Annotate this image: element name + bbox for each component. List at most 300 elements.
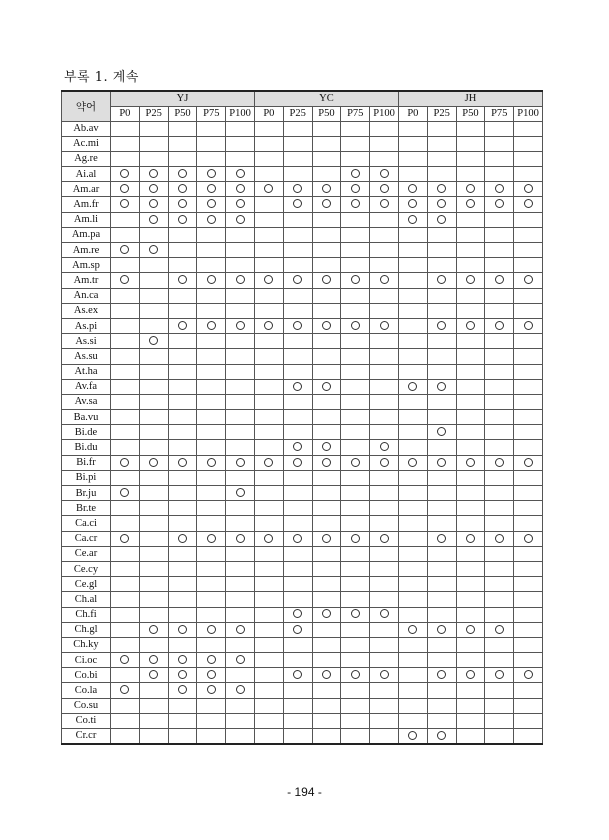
table-cell (398, 425, 427, 440)
table-cell (485, 410, 514, 425)
table-cell (111, 683, 140, 698)
table-cell (341, 379, 370, 394)
table-cell (427, 303, 456, 318)
table-cell (514, 470, 543, 485)
row-abbreviation: Ag.re (62, 151, 111, 166)
circle-mark-icon (466, 321, 475, 330)
row-abbreviation: Co.ti (62, 713, 111, 728)
circle-mark-icon (149, 625, 158, 634)
circle-mark-icon (149, 336, 158, 345)
table-cell (254, 501, 283, 516)
table-cell (456, 364, 485, 379)
table-row (62, 653, 543, 668)
circle-mark-icon (351, 184, 360, 193)
table-cell (312, 501, 341, 516)
table-cell (514, 334, 543, 349)
table-cell (254, 334, 283, 349)
table-cell (283, 394, 312, 409)
table-cell (341, 364, 370, 379)
table-cell (111, 713, 140, 728)
table-cell (197, 577, 226, 592)
table-cell (427, 486, 456, 501)
circle-mark-icon (466, 275, 475, 284)
table-cell (111, 318, 140, 333)
circle-mark-icon (178, 655, 187, 664)
table-cell (226, 121, 255, 136)
table-cell (398, 607, 427, 622)
circle-mark-icon (351, 275, 360, 284)
row-abbreviation: Br.te (62, 501, 111, 516)
table-cell (427, 713, 456, 728)
table-cell (168, 592, 197, 607)
table-cell (514, 167, 543, 182)
page-heading: 부록 1. 계속 (64, 70, 139, 85)
table-cell (312, 364, 341, 379)
row-abbreviation: Ca.cr (62, 531, 111, 546)
table-cell (197, 258, 226, 273)
table-cell (197, 425, 226, 440)
circle-mark-icon (120, 275, 129, 284)
circle-mark-icon (466, 625, 475, 634)
table-cell (398, 653, 427, 668)
table-cell (456, 318, 485, 333)
table-cell (139, 546, 168, 561)
table-cell (456, 683, 485, 698)
table-cell (283, 136, 312, 151)
table-cell (168, 531, 197, 546)
circle-mark-icon (207, 685, 216, 694)
table-cell (312, 637, 341, 652)
table-cell (197, 182, 226, 197)
circle-mark-icon (437, 199, 446, 208)
table-cell (254, 136, 283, 151)
table-row (62, 637, 543, 652)
row-abbreviation: As.pi (62, 318, 111, 333)
table-cell (485, 729, 514, 744)
table-cell (254, 243, 283, 258)
table-cell (197, 653, 226, 668)
table-cell (427, 470, 456, 485)
table-cell (197, 273, 226, 288)
row-abbreviation: As.si (62, 334, 111, 349)
row-abbreviation: Am.fr (62, 197, 111, 212)
table-cell (341, 531, 370, 546)
table-cell (341, 258, 370, 273)
circle-mark-icon (351, 609, 360, 618)
table-cell (312, 334, 341, 349)
table-cell (312, 394, 341, 409)
table-cell (226, 486, 255, 501)
table-cell (226, 607, 255, 622)
table-cell (168, 516, 197, 531)
table-cell (398, 334, 427, 349)
table-cell (139, 410, 168, 425)
row-abbreviation: Am.sp (62, 258, 111, 273)
table-cell (398, 470, 427, 485)
table-cell (111, 440, 140, 455)
table-cell (456, 713, 485, 728)
table-cell (226, 470, 255, 485)
table-cell (341, 410, 370, 425)
table-cell (341, 212, 370, 227)
circle-mark-icon (178, 169, 187, 178)
table-cell (226, 440, 255, 455)
table-cell (341, 577, 370, 592)
table-row (62, 303, 543, 318)
table-cell (456, 729, 485, 744)
table-cell (197, 561, 226, 576)
subcolumn-header-yc-p75: P75 (341, 106, 370, 121)
table-row (62, 410, 543, 425)
table-cell (485, 683, 514, 698)
table-cell (370, 653, 399, 668)
circle-mark-icon (351, 199, 360, 208)
table-cell (226, 501, 255, 516)
table-row (62, 258, 543, 273)
circle-mark-icon (322, 321, 331, 330)
table-cell (341, 318, 370, 333)
table-cell (312, 379, 341, 394)
table-cell (341, 440, 370, 455)
table-row (62, 334, 543, 349)
table-row (62, 501, 543, 516)
circle-mark-icon (495, 321, 504, 330)
table-cell (341, 425, 370, 440)
table-cell (398, 455, 427, 470)
table-cell (312, 516, 341, 531)
table-cell (254, 425, 283, 440)
table-cell (254, 410, 283, 425)
table-cell (312, 243, 341, 258)
table-row (62, 592, 543, 607)
table-cell (254, 197, 283, 212)
table-cell (398, 394, 427, 409)
table-cell (111, 653, 140, 668)
table-cell (312, 577, 341, 592)
table-cell (370, 334, 399, 349)
table-cell (254, 258, 283, 273)
table-cell (312, 607, 341, 622)
table-cell (427, 516, 456, 531)
table-cell (398, 121, 427, 136)
table-cell (139, 425, 168, 440)
table-cell (139, 653, 168, 668)
table-cell (341, 167, 370, 182)
circle-mark-icon (178, 458, 187, 467)
table-cell (398, 668, 427, 683)
row-abbreviation: Av.fa (62, 379, 111, 394)
table-cell (139, 212, 168, 227)
table-cell (456, 410, 485, 425)
table-row (62, 318, 543, 333)
table-cell (197, 698, 226, 713)
table-cell (139, 167, 168, 182)
row-abbreviation: Am.pa (62, 227, 111, 242)
table-cell (514, 486, 543, 501)
circle-mark-icon (380, 670, 389, 679)
table-cell (312, 273, 341, 288)
table-cell (456, 592, 485, 607)
table-cell (197, 516, 226, 531)
row-abbreviation: Ch.al (62, 592, 111, 607)
table-cell (370, 516, 399, 531)
table-cell (312, 486, 341, 501)
table-cell (168, 394, 197, 409)
subcolumn-header-jh-p25: P25 (427, 106, 456, 121)
circle-mark-icon (236, 685, 245, 694)
circle-mark-icon (264, 458, 273, 467)
table-cell (226, 318, 255, 333)
table-cell (226, 151, 255, 166)
table-cell (341, 288, 370, 303)
table-row (62, 440, 543, 455)
table-cell (139, 592, 168, 607)
table-cell (456, 546, 485, 561)
table-cell (168, 729, 197, 744)
table-cell (514, 531, 543, 546)
table-cell (283, 531, 312, 546)
table-cell (485, 501, 514, 516)
circle-mark-icon (236, 534, 245, 543)
table-cell (485, 379, 514, 394)
circle-mark-icon (351, 458, 360, 467)
table-cell (283, 167, 312, 182)
table-cell (514, 364, 543, 379)
circle-mark-icon (149, 184, 158, 193)
table-cell (427, 546, 456, 561)
table-cell (139, 637, 168, 652)
subcolumn-header-yc-p50: P50 (312, 106, 341, 121)
circle-mark-icon (380, 442, 389, 451)
table-cell (139, 713, 168, 728)
table-row (62, 136, 543, 151)
circle-mark-icon (236, 321, 245, 330)
subcolumn-header-row (62, 106, 543, 121)
table-cell (398, 273, 427, 288)
table-cell (370, 151, 399, 166)
circle-mark-icon (149, 215, 158, 224)
table-cell (283, 668, 312, 683)
table-cell (370, 531, 399, 546)
circle-mark-icon (293, 609, 302, 618)
table-row (62, 425, 543, 440)
table-cell (341, 486, 370, 501)
table-cell (427, 273, 456, 288)
table-cell (514, 729, 543, 744)
table-cell (485, 136, 514, 151)
table-cell (254, 470, 283, 485)
table-cell (514, 425, 543, 440)
table-cell (398, 440, 427, 455)
table-cell (139, 729, 168, 744)
circle-mark-icon (437, 382, 446, 391)
table-cell (283, 318, 312, 333)
table-cell (427, 227, 456, 242)
circle-mark-icon (437, 670, 446, 679)
circle-mark-icon (293, 442, 302, 451)
circle-mark-icon (322, 275, 331, 284)
row-abbreviation: Bi.du (62, 440, 111, 455)
table-cell (312, 713, 341, 728)
table-cell (283, 501, 312, 516)
table-cell (485, 318, 514, 333)
table-cell (456, 668, 485, 683)
table-cell (398, 197, 427, 212)
table-cell (254, 227, 283, 242)
circle-mark-icon (524, 458, 533, 467)
table-cell (139, 440, 168, 455)
table-cell (139, 197, 168, 212)
table-row (62, 167, 543, 182)
table-cell (254, 546, 283, 561)
circle-mark-icon (524, 184, 533, 193)
table-cell (226, 379, 255, 394)
row-abbreviation: Bi.fr (62, 455, 111, 470)
circle-mark-icon (236, 275, 245, 284)
table-row (62, 713, 543, 728)
table-cell (168, 227, 197, 242)
table-cell (168, 622, 197, 637)
table-cell (283, 729, 312, 744)
group-header-yj: YJ (111, 91, 255, 106)
circle-mark-icon (408, 731, 417, 740)
table-cell (427, 501, 456, 516)
circle-mark-icon (178, 321, 187, 330)
circle-mark-icon (495, 534, 504, 543)
table-cell (427, 531, 456, 546)
circle-mark-icon (120, 169, 129, 178)
table-cell (514, 546, 543, 561)
table-row (62, 212, 543, 227)
table-cell (514, 197, 543, 212)
table-cell (283, 516, 312, 531)
table-cell (427, 653, 456, 668)
table-cell (139, 121, 168, 136)
table-cell (370, 227, 399, 242)
table-cell (427, 288, 456, 303)
circle-mark-icon (380, 199, 389, 208)
table-cell (139, 577, 168, 592)
table-cell (485, 577, 514, 592)
table-cell (168, 151, 197, 166)
table-cell (370, 258, 399, 273)
circle-mark-icon (149, 670, 158, 679)
table-cell (341, 470, 370, 485)
table-cell (514, 683, 543, 698)
circle-mark-icon (466, 534, 475, 543)
table-cell (370, 364, 399, 379)
table-cell (254, 364, 283, 379)
table-cell (514, 698, 543, 713)
table-cell (341, 713, 370, 728)
table-cell (283, 713, 312, 728)
circle-mark-icon (207, 625, 216, 634)
table-cell (370, 425, 399, 440)
table-cell (226, 668, 255, 683)
table-cell (111, 607, 140, 622)
table-cell (168, 501, 197, 516)
table-cell (254, 622, 283, 637)
table-cell (514, 303, 543, 318)
table-cell (514, 455, 543, 470)
circle-mark-icon (207, 199, 216, 208)
table-cell (456, 303, 485, 318)
table-cell (312, 440, 341, 455)
table-cell (197, 394, 226, 409)
table-cell (370, 455, 399, 470)
table-row (62, 516, 543, 531)
table-cell (312, 136, 341, 151)
table-cell (485, 486, 514, 501)
circle-mark-icon (495, 199, 504, 208)
table-cell (139, 151, 168, 166)
circle-mark-icon (120, 488, 129, 497)
circle-mark-icon (293, 534, 302, 543)
table-cell (168, 334, 197, 349)
table-cell (139, 470, 168, 485)
table-row (62, 379, 543, 394)
circle-mark-icon (178, 625, 187, 634)
table-cell (456, 212, 485, 227)
table-cell (398, 258, 427, 273)
circle-mark-icon (207, 184, 216, 193)
table-cell (312, 212, 341, 227)
circle-mark-icon (236, 169, 245, 178)
circle-mark-icon (437, 625, 446, 634)
table-cell (312, 546, 341, 561)
table-cell (370, 349, 399, 364)
circle-mark-icon (178, 670, 187, 679)
table-cell (139, 607, 168, 622)
table-cell (283, 622, 312, 637)
table-cell (456, 136, 485, 151)
table-cell (254, 698, 283, 713)
table-cell (485, 349, 514, 364)
table-cell (398, 410, 427, 425)
table-cell (197, 410, 226, 425)
table-cell (370, 440, 399, 455)
table-cell (370, 501, 399, 516)
table-cell (427, 121, 456, 136)
table-cell (398, 501, 427, 516)
circle-mark-icon (264, 184, 273, 193)
table-cell (514, 668, 543, 683)
table-cell (398, 167, 427, 182)
table-cell (341, 243, 370, 258)
table-cell (312, 531, 341, 546)
subcolumn-header-yc-p100: P100 (370, 106, 399, 121)
table-cell (312, 258, 341, 273)
table-cell (139, 364, 168, 379)
table-cell (427, 592, 456, 607)
table-cell (456, 637, 485, 652)
row-abbreviation: An.ca (62, 288, 111, 303)
circle-mark-icon (380, 275, 389, 284)
circle-mark-icon (178, 215, 187, 224)
table-cell (341, 334, 370, 349)
table-cell (197, 486, 226, 501)
table-cell (226, 243, 255, 258)
row-abbreviation: Br.ju (62, 486, 111, 501)
table-cell (427, 379, 456, 394)
circle-mark-icon (351, 321, 360, 330)
circle-mark-icon (207, 215, 216, 224)
table-cell (341, 546, 370, 561)
circle-mark-icon (437, 427, 446, 436)
table-cell (398, 546, 427, 561)
table-cell (168, 364, 197, 379)
table-cell (226, 288, 255, 303)
